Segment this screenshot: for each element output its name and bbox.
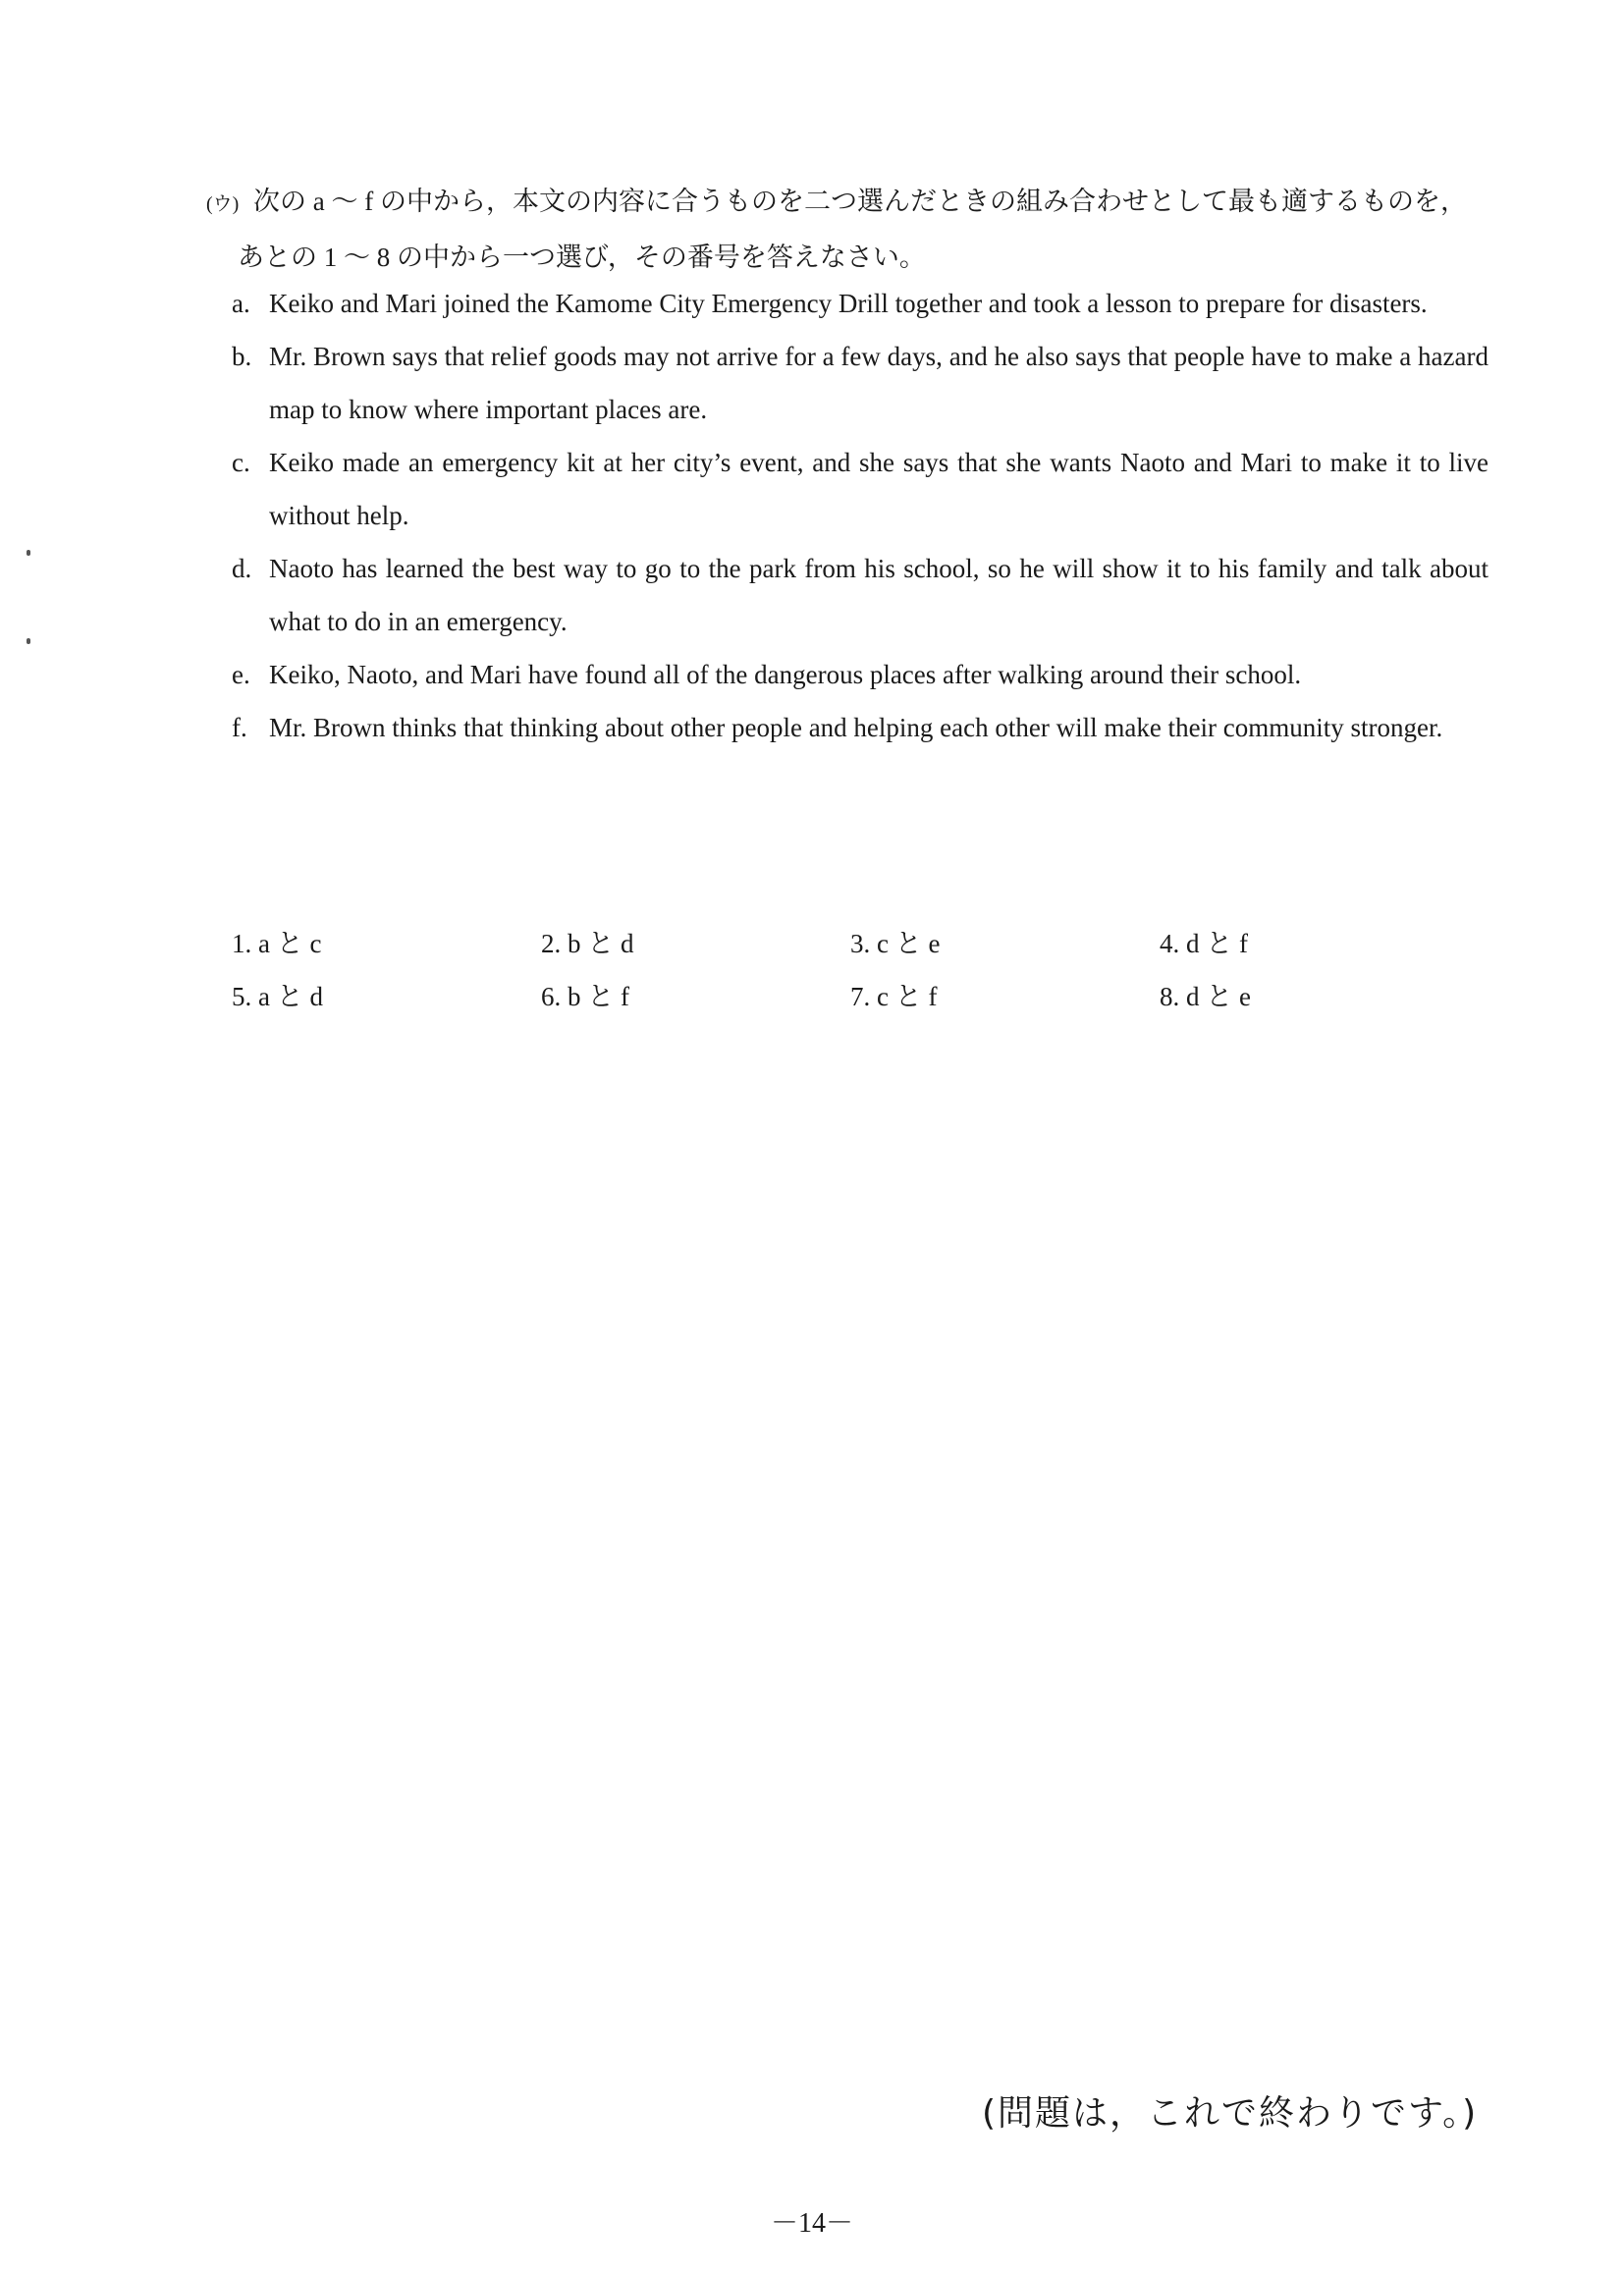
- statement-letter: a.: [232, 289, 250, 318]
- instruction-line-1: 次の a ～ f の中から，本文の内容に合うものを二つ選んだときの組み合わせとして最も適するものを，: [253, 187, 1467, 216]
- statement-text: Mr. Brown says that relief goods may not arrive for a few days, and he also says that people have to make a hazard map to know where important places are.: [269, 342, 1489, 424]
- statement-text: Keiko made an emergency kit at her city’s event, and she says that she wants Naoto and Mari to make it to live without help.: [269, 448, 1489, 530]
- statement-text: Keiko, Naoto, and Mari have found all of the dangerous places after walking around their school.: [269, 660, 1302, 689]
- statement-letter: b.: [232, 342, 252, 371]
- question-instruction: [206, 175, 1492, 284]
- answer-options: [232, 917, 1312, 1023]
- statement-item: [232, 436, 1489, 542]
- statement-letter: c.: [232, 448, 250, 477]
- answer-option-1: 1. a と c: [232, 929, 322, 958]
- answer-option-4: 4. d と f: [1160, 929, 1248, 958]
- statement-letter: f.: [232, 713, 247, 742]
- answer-option-3: 3. c と e: [850, 929, 941, 958]
- margin-mark: [27, 638, 30, 644]
- margin-mark: [27, 550, 30, 556]
- question-marker: (ウ): [206, 193, 240, 215]
- answer-option-6: 6. b と f: [541, 982, 629, 1011]
- statement-text: Naoto has learned the best way to go to the park from his school, so he will show it to his family and talk about what to do in an emergency.: [269, 554, 1489, 636]
- answer-option-2: 2. b と d: [541, 929, 634, 958]
- statement-letter: d.: [232, 554, 252, 583]
- answer-option-5: 5. a と d: [232, 982, 323, 1011]
- instruction-line-2: あとの 1 ～ 8 の中から一つ選び，その番号を答えなさい。: [238, 243, 926, 272]
- statement-item: [232, 277, 1489, 330]
- statement-item: [232, 701, 1489, 754]
- statement-text: Keiko and Mari joined the Kamome City Emergency Drill together and took a lesson to prepare for disasters.: [269, 289, 1428, 318]
- answer-option-7: 7. c と f: [850, 982, 938, 1011]
- answer-option-8: 8. d と e: [1160, 982, 1251, 1011]
- statement-item: [232, 648, 1489, 701]
- page-number: －14－: [770, 2208, 853, 2239]
- statement-text: Mr. Brown thinks that thinking about other people and helping each other will make their community stronger.: [269, 713, 1443, 742]
- statement-letter: e.: [232, 660, 250, 689]
- statement-list: [232, 277, 1489, 754]
- end-of-exam-note: (問題は，これで終わりです。): [982, 2093, 1479, 2134]
- statement-item: [232, 330, 1489, 436]
- statement-item: [232, 542, 1489, 648]
